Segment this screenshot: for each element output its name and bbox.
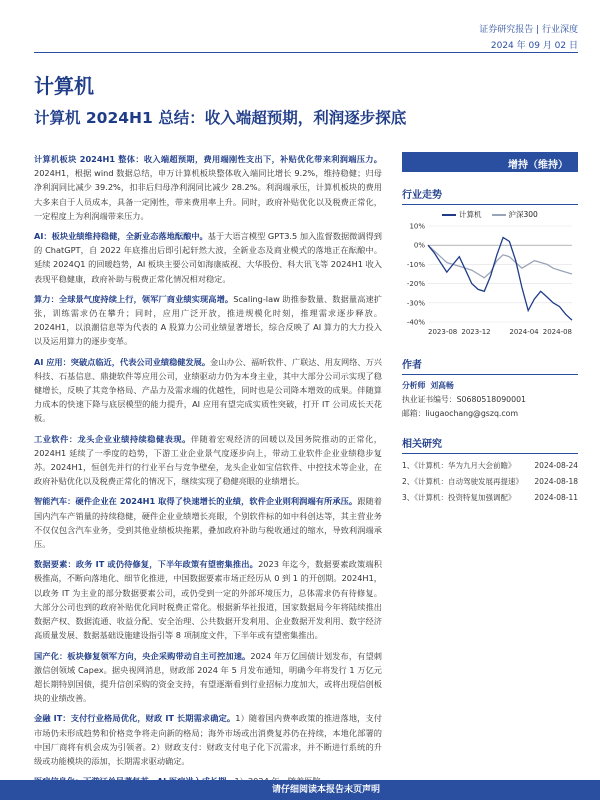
sector-name: 计算机 <box>34 74 94 98</box>
body-paragraph <box>34 355 382 426</box>
trend-heading: 行业走势 <box>402 186 578 205</box>
series-line-csi300 <box>428 245 572 278</box>
paragraph-text: 跟随着国内汽车产销量的持续稳健，硬件企业业绩增长亮眼，个别软件标的如中科创达等，其主营业务不仅仅包含汽车业务，受到其他业绩板块拖累，叠加政府补助与税收通过的缩水，导致利润端承压。 <box>34 496 382 550</box>
rating-badge: 增持（维持） <box>402 152 578 172</box>
related-item[interactable] <box>402 490 578 506</box>
related-date: 2024-08-11 <box>534 493 578 502</box>
x-tick-label: 2023-08 <box>428 328 458 336</box>
header-divider <box>34 52 578 53</box>
legend-label: 沪深300 <box>508 210 538 219</box>
paragraph-lead: 工业软件：龙头企业业绩持续稳健表现。 <box>34 433 191 444</box>
trend-chart-svg <box>402 220 578 338</box>
paragraph-lead: 算力：全球景气度持续上行，领军厂商业绩实现高增。 <box>34 293 234 304</box>
cert-number: S0680518090001 <box>456 395 527 404</box>
chart-legend <box>442 209 578 220</box>
body-paragraph <box>34 152 382 223</box>
cert-label: 执业证书编号： <box>402 395 457 404</box>
related-title: 3、《计算机：投资特复加强调配》 <box>402 493 516 502</box>
body-paragraph <box>34 229 382 286</box>
series-line-computer <box>428 238 572 321</box>
related-list <box>402 458 578 506</box>
paragraph-text: 2024 年万亿国债计划发布，有望刺激信创领域 Capex。据央视网消息，财政部 2024 年 5 月发布通知，明确今年将发行 1 万亿元超长期特别国债，提升信创采购的资金支持，有望逐渐看到行业招标力度加大，或将出现信创板块的业绩改善。 <box>34 650 382 704</box>
report-header <box>479 22 578 54</box>
x-tick-label: 2024-04 <box>509 328 539 336</box>
body-paragraph <box>34 494 382 551</box>
sidebar <box>402 152 578 506</box>
x-tick-label: 2024-08 <box>542 328 572 336</box>
y-tick-label: -30% <box>406 299 425 308</box>
report-date: 2024 年 09 月 02 日 <box>490 41 578 51</box>
paragraph-text: 基于大语言模型 GPT3.5 加入监督数据微调得到的 ChatGPT，自 2022 年底推出后即引起轩然大波，全新业态及商业模式的落地正在酝酿中。延续 2024Q1 的回暖趋势，AI 板块主要公司如海康威视、大华股份、科大讯飞等 2024H1 收入表现平稳健康，政府补助与税费正常化情况相对稳定。 <box>34 231 382 284</box>
paragraph-lead: 计算机板块 2024H1 整体：收入端超预期，费用端刚性支出下，补贴优化带来利润端压力。 <box>34 154 382 164</box>
author-role: 分析师 <box>402 381 426 390</box>
related-item[interactable] <box>402 458 578 474</box>
y-tick-label: -40% <box>406 318 425 327</box>
legend-item <box>492 209 538 220</box>
report-type: 证券研究报告 | 行业深度 <box>479 25 578 35</box>
y-tick-label: -20% <box>406 280 425 289</box>
paragraph-lead: AI：板块业绩维持稳健，全新业态落地酝酿中。 <box>34 231 208 242</box>
legend-swatch <box>442 214 456 216</box>
related-date: 2024-08-18 <box>534 477 578 486</box>
paragraph-text: 伴随着宏观经济的回暖以及国务院推动的正常化，2024H1 延续了一季度的趋势，下游工业企业景气度逐步向上，带动工业软件企业业绩稳步复苏。2024H1，恒创先并行的行业平台与竞争壁垒，龙头企业如宝信软件、中控技术等企业，在政府补贴优化以及税费正常化的情况下，继续实现了稳健亮眼的业绩增长。 <box>34 433 382 487</box>
paragraph-lead: AI 应用：突破点临近，代表公司业绩稳健发展。 <box>34 356 211 367</box>
body-paragraph <box>34 432 382 489</box>
author-block <box>402 379 578 421</box>
paragraph-text: 金山办公、福昕软件、广联达、用友网络、万兴科技、石基信息、鼎捷软件等应用公司，业绩驱动力仍为本身主业，其中大部分公司示实现了稳健增长，反映了其竞争格局、产品力及需求端的优越性，同时也是公司降本增效的成果。伴随算力成本的快速下降与底层模型的能力提升，AI 应用有望完成实质性突破，打开 IT 公司成长天花板。 <box>34 356 382 424</box>
paragraph-lead: 金融 IT：支付行业格局优化，财政 IT 长期需求确定。 <box>34 713 236 724</box>
paragraph-lead: 数据要素：政务 IT 或仍待修复，下半年政策有望密集推出。 <box>34 559 259 570</box>
paragraph-text: 1）随着国内费率政策的推进落地，支付市场仍未形成趋势和价格竞争将走向新的格局；海外市场或出消费复苏仍在持续，本地化部署的中国厂商将有机会成为引领者。2）财政支付：财政支付电子化下沉需求，并不断进行系统的升级或功能模块的添加，长期需求驱动确定。 <box>34 713 382 766</box>
body-paragraph <box>34 649 382 706</box>
author-heading: 作者 <box>402 356 578 375</box>
related-title: 2、《计算机：自动驾驶发展再提速》 <box>402 477 524 486</box>
paragraph-text: 2023 年迄今，数据要素政策端积极推高，不断向落地化、细节化推进，中国数据要素市场正经历从 0 到 1 的开创期。2024H1，以政务 IT 为主业的部分数据要素公司，或仍受到一定的外部环境压力，总体需求仍有待修复。大部分公司也到的政府补贴优化同时税费正常化。根据新华社报道，国家数据局今年将陆续推出数据产权、数据流通、收益分配、安全治理、公共数据开发利用、企业数据开发利用、数字经济高质量发展、数据基础设施建设指引等 8 项制度文件，下半年或有望密集推出。 <box>34 559 382 641</box>
body-paragraph <box>34 292 382 349</box>
paragraph-lead: 智能汽车：硬件企业在 2024H1 取得了快速增长的业绩，软件企业则利润端有所承压。 <box>34 496 358 507</box>
email-label: 邮箱： <box>402 409 426 418</box>
footer-banner: 请仔细阅读本报告末页声明 <box>0 780 600 800</box>
email-line <box>402 407 578 421</box>
paragraph-lead: 国产化：板块修复领军方向，央企采购带动自主可控加速。 <box>34 650 251 661</box>
author-name: 刘高畅 <box>430 381 454 390</box>
report-body <box>34 152 382 794</box>
author-name-line <box>402 379 578 393</box>
y-tick-label: 10% <box>409 222 425 231</box>
body-paragraph <box>34 711 382 768</box>
legend-label: 计算机 <box>459 210 482 219</box>
related-date: 2024-08-24 <box>534 461 578 470</box>
trend-chart <box>402 209 578 342</box>
cert-line <box>402 393 578 407</box>
related-heading: 相关研究 <box>402 435 578 454</box>
related-item[interactable] <box>402 474 578 490</box>
paragraph-text: 2024H1，根据 wind 数据总结，申万计算机板块整体收入端同比增长 9.2%，维持稳健；归母净利润同比减少 39.2%，扣非后归母净利润同比减少 28.2%。利润端承压，计算机板块的费用大多来自于人员成本，具备一定刚性，带来费用率上升。同时，政府补贴优化以及税费正常化，一定程度上为利润端带来压力。 <box>34 168 382 221</box>
report-title: 计算机 2024H1 总结：收入端超预期，利润逐步探底 <box>34 109 407 127</box>
y-tick-label: -10% <box>406 260 425 269</box>
y-tick-label: 0% <box>413 241 425 250</box>
legend-swatch <box>492 214 506 216</box>
paragraph-text: Scaling-law 助推参数量、数据量高速扩张，训练需求仍在攀升；同时，应用广泛开放，推进规模化时刻，推理需求逐步释放。2024H1，以浪潮信息等为代表的 A 股算力公司业绩显著增长，综合反映了 AI 算力的大力投入以及运用算力的逐步变革。 <box>34 293 382 347</box>
related-title: 1、《计算机：华为九月大会前瞻》 <box>402 461 516 470</box>
author-email[interactable]: liugaochang@gszq.com <box>425 409 519 418</box>
x-tick-label: 2023-12 <box>461 328 491 336</box>
body-paragraph <box>34 557 382 642</box>
legend-item <box>442 209 482 220</box>
